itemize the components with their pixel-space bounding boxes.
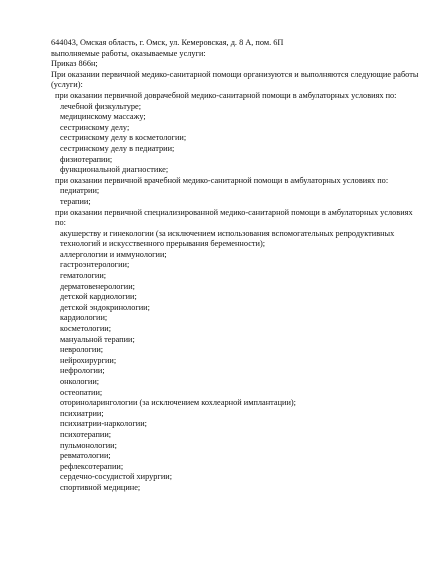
list-item: пульмонологии; — [60, 440, 117, 450]
list-item: аллергологии и иммунологии; — [60, 249, 167, 259]
list-item: остеопатии; — [60, 387, 103, 397]
list-item: сестринскому делу; — [60, 122, 130, 132]
document-body — [51, 38, 421, 494]
list-item: терапии; — [60, 196, 91, 206]
list-item: неврологии; — [60, 345, 104, 355]
section-heading-line: при оказании первичной специализированной медико-санитарной помощи в амбулаторных условиях по: — [55, 207, 415, 228]
section-heading-line: при оказании первичной доврачебной медико-санитарной помощи в амбулаторных условиях по: — [55, 90, 397, 100]
list-item: косметологии; — [60, 324, 112, 334]
list-item: сестринскому делу в косметологии; — [60, 133, 187, 143]
paragraph-line: выполняемые работы, оказываемые услуги: — [51, 48, 206, 58]
list-item: мануальной терапии; — [60, 334, 135, 344]
list-item: психиатрии; — [60, 408, 104, 418]
paragraph-line: При оказании первичной медико-санитарной помощи организуются и выполняются следующие работы (услуги): — [51, 69, 421, 90]
list-item: функциональной диагностике; — [60, 165, 169, 175]
list-item: психиатрии-наркологии; — [60, 419, 147, 429]
list-item: гематологии; — [60, 271, 107, 281]
list-item: спортивной медицине; — [60, 482, 141, 492]
list-item: дерматовенерологии; — [60, 281, 135, 291]
list-item: педиатрии; — [60, 186, 100, 196]
list-item: детской эндокринологии; — [60, 302, 150, 312]
list-item: рефлексотерапии; — [60, 461, 124, 471]
list-item: сестринскому делу в педиатрии; — [60, 143, 175, 153]
list-item: физиотерапии; — [60, 154, 113, 164]
paragraph-line: Приказ 866н; — [51, 59, 98, 69]
list-item: психотерапии; — [60, 429, 112, 439]
list-item: кардиологии; — [60, 313, 108, 323]
list-item: нейрохирургии; — [60, 355, 117, 365]
list-item: акушерству и гинекологии (за исключением использования вспомогательных репродуктивных технологий и искусственного прерывания беременности); — [60, 228, 397, 249]
list-item: оториноларингологии (за исключением кохлеарной имплантации); — [60, 398, 296, 408]
list-item: детской кардиологии; — [60, 292, 137, 302]
paragraph-line: 644043, Омская область, г. Омск, ул. Кемеровская, д. 8 А, пом. 6П — [51, 38, 284, 47]
section-heading-line: при оказании первичной врачебной медико-санитарной помощи в амбулаторных условиях по: — [55, 175, 389, 185]
list-item: гастроэнтерологии; — [60, 260, 130, 270]
list-item: сердечно-сосудистой хирургии; — [60, 472, 172, 482]
list-item: лечебной физкультуре; — [60, 101, 141, 111]
list-item: нефрологии; — [60, 366, 105, 376]
list-item: онкологии; — [60, 377, 100, 386]
list-item: ревматологии; — [60, 451, 111, 461]
list-item: медицинскому массажу; — [60, 112, 146, 122]
